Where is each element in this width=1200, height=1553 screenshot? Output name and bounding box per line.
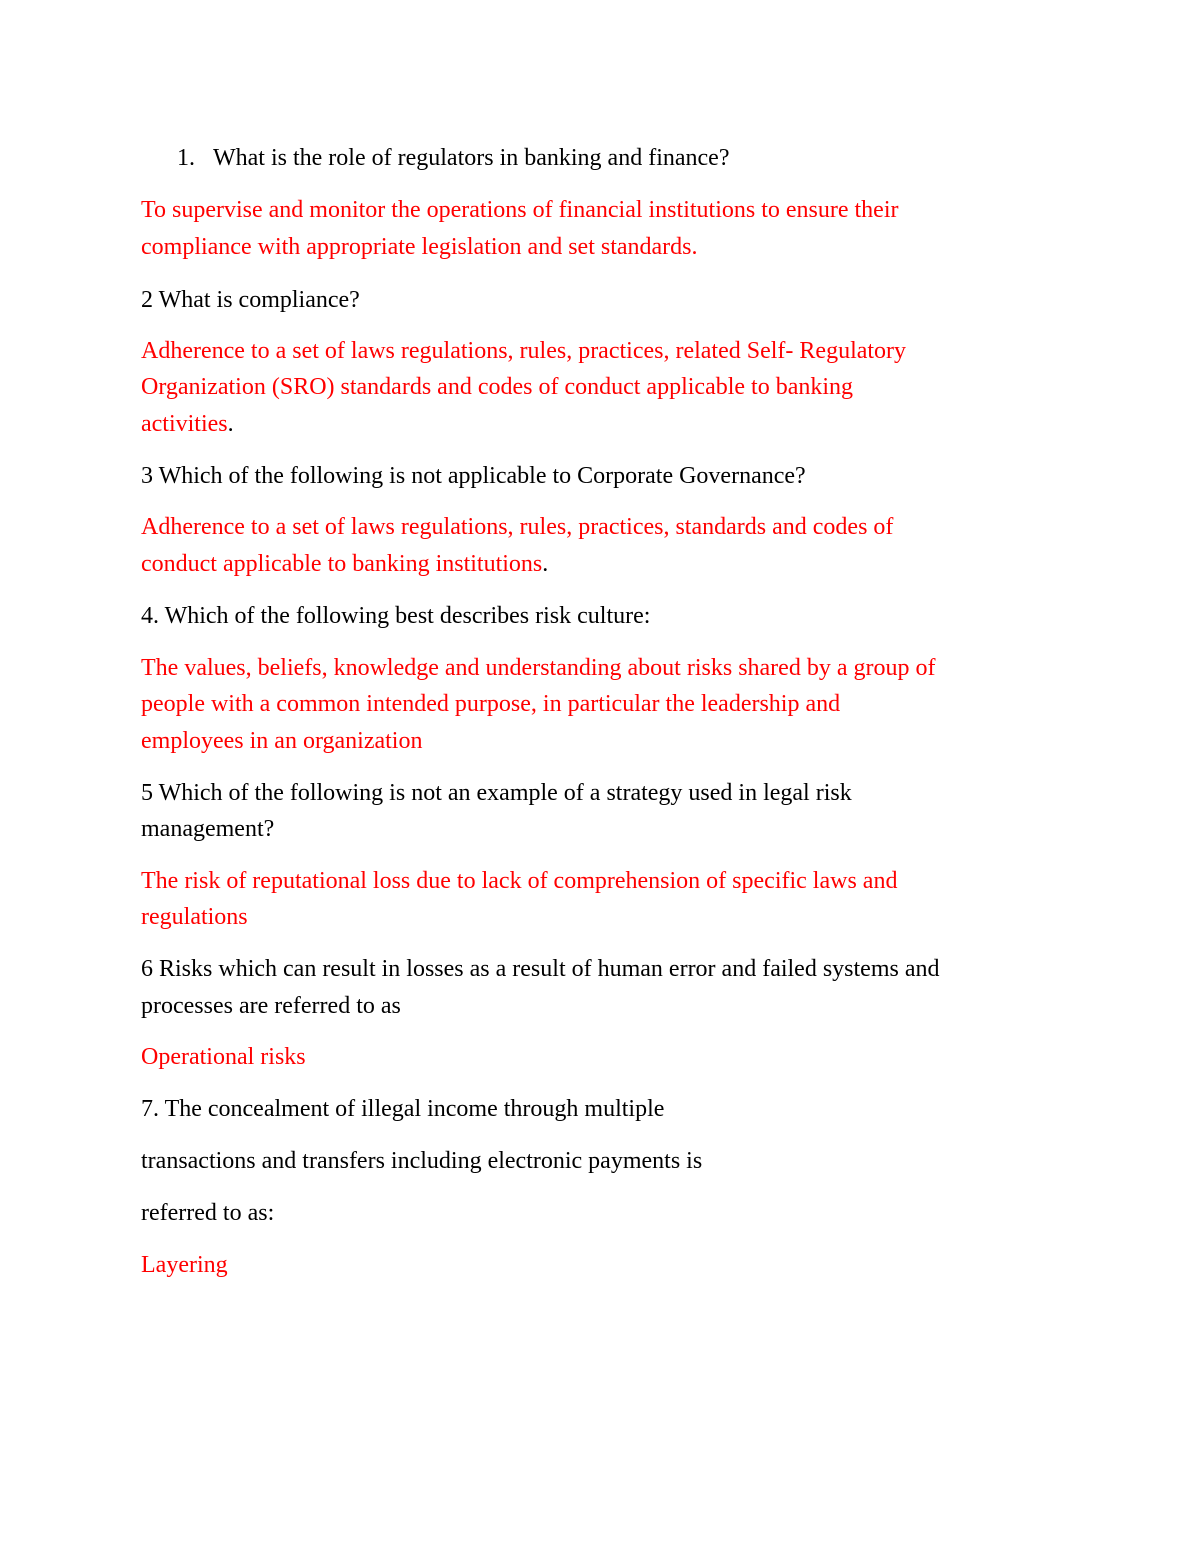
- question-1-number: 1.: [177, 145, 195, 171]
- answer-2-line-2: Organization (SRO) standards and codes of conduct applicable to banking: [141, 374, 854, 400]
- question-7-line-2: transactions and transfers including electronic payments is: [141, 1148, 703, 1174]
- answer-3-trailing-period: .: [542, 551, 549, 577]
- answer-2-line-3-text: activities: [141, 411, 228, 437]
- answer-3-line-1: Adherence to a set of laws regulations, rules, practices, standards and codes of: [141, 514, 894, 540]
- question-2-text: 2 What is compliance?: [141, 287, 360, 313]
- answer-3-line-2-text: conduct applicable to banking institutions: [141, 551, 543, 577]
- question-6-line-2: processes are referred to as: [141, 993, 401, 1019]
- answer-7-line-1: Layering: [141, 1252, 228, 1278]
- answer-6-line-1: Operational risks: [141, 1044, 306, 1070]
- answer-5-line-1: The risk of reputational loss due to lack of comprehension of specific laws and: [141, 868, 898, 894]
- answer-5-line-2: regulations: [141, 904, 248, 930]
- question-5-line-1: 5 Which of the following is not an example of a strategy used in legal risk: [141, 780, 852, 806]
- answer-2-trailing-period: .: [227, 411, 234, 437]
- question-7-line-1: 7. The concealment of illegal income through multiple: [141, 1096, 665, 1122]
- question-5-line-2: management?: [141, 816, 275, 842]
- question-1-text: What is the role of regulators in banking and finance?: [213, 145, 730, 171]
- answer-4-line-3: employees in an organization: [141, 728, 423, 754]
- question-3-text: 3 Which of the following is not applicable to Corporate Governance?: [141, 463, 806, 489]
- answer-4-line-2: people with a common intended purpose, in particular the leadership and: [141, 691, 841, 717]
- answer-2-line-3: [141, 412, 234, 436]
- question-7-line-3: referred to as:: [141, 1200, 275, 1226]
- answer-2-line-1: Adherence to a set of laws regulations, rules, practices, related Self- Regulatory: [141, 338, 907, 364]
- answer-4-line-1: The values, beliefs, knowledge and understanding about risks shared by a group of: [141, 655, 936, 681]
- question-6-line-1: 6 Risks which can result in losses as a result of human error and failed systems and: [141, 956, 940, 982]
- answer-1-line-1: To supervise and monitor the operations of financial institutions to ensure their: [141, 197, 899, 223]
- answer-3-line-2: [141, 552, 548, 576]
- question-4-text: 4. Which of the following best describes risk culture:: [141, 603, 651, 629]
- answer-1-line-2: compliance with appropriate legislation and set standards.: [141, 234, 698, 260]
